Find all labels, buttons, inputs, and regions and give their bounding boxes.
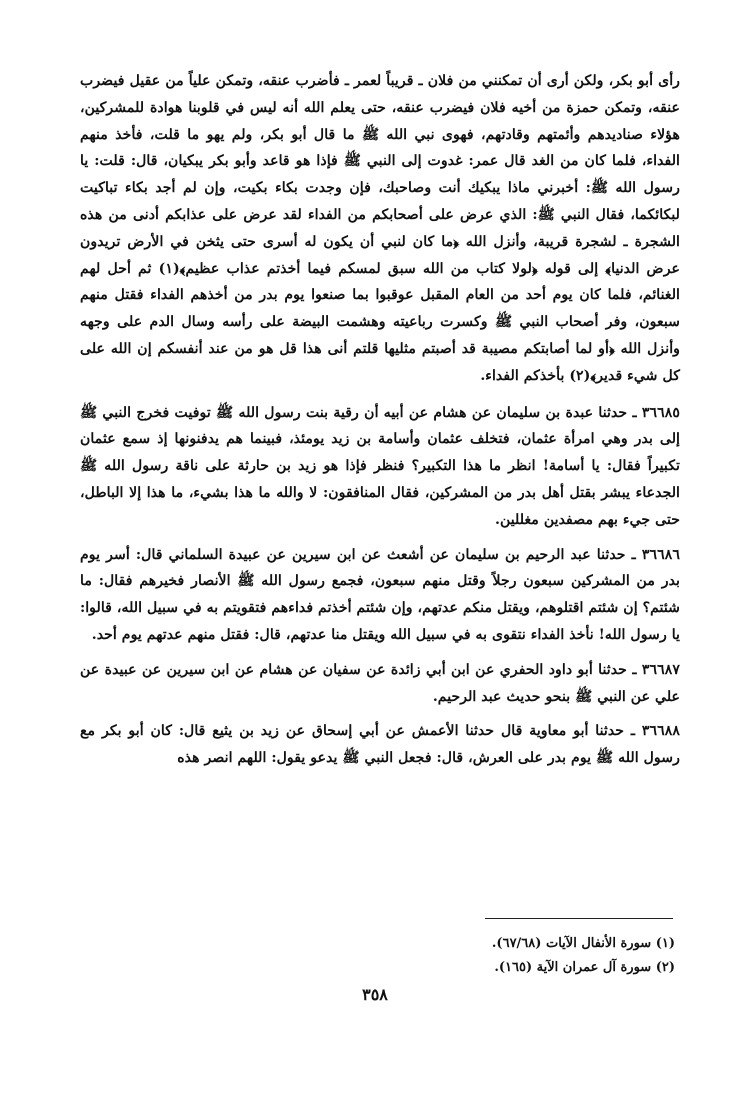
paragraph-hadith-36685: ٣٦٦٨٥ ـ حدثنا عبدة بن سليمان عن هشام عن أبيه أن رقية بنت رسول الله ﷺ توفيت فخرج النبي ﷺ إلى بدر وهي امرأة عثمان، فتخلف عثمان وأسامة بن زيد يومئذ، فبينما هم يدفنونها إذ سمع عثمان تكبيراً فقال: يا أسامة! انظر ما هذا التكبير؟ فنظر فإذا هو زيد بن حارثة على ناقة رسول الله ﷺ الجدعاء يبشر بقتل أهل بدر من المشركين، فقال المنافقون: لا والله ما هذا بشيء، ما هذا إلا الباطل، حتى جيء بهم مصفدين مغللين. <box>80 404 680 528</box>
main-text <box>80 68 680 780</box>
page-number: ٣٥٨ <box>362 985 388 1004</box>
paragraph-hadith-36687: ٣٦٦٨٧ ـ حدثنا أبو داود الحفري عن ابن أبي زائدة عن سفيان عن هشام عن ابن سيرين عن عبيدة عن علي عن النبي ﷺ بنحو حديث عبد الرحيم. <box>80 661 680 705</box>
footnote-2: (٢) سورة آل عمران الآية (١٦٥). <box>494 960 675 975</box>
paragraph-hadith-36688: ٣٦٦٨٨ ـ حدثنا أبو معاوية قال حدثنا الأعمش عن أبي إسحاق عن زيد بن يثيع قال: كان أبو بكر مع رسول الله ﷺ يوم بدر على العرش، قال: فجعل النبي ﷺ يدعو يقول: اللهم انصر هذه <box>80 723 680 767</box>
footnote-divider <box>485 918 673 919</box>
footnotes <box>300 932 675 980</box>
paragraph-1: رأى أبو بكر، ولكن أرى أن تمكنني من فلان ـ قريباً لعمر ـ فأضرب عنقه، وتمكن علياً من عقيل فيضرب عنقه، وتمكن حمزة من أخيه فلان فيضرب عنقه، حتى يعلم الله أنه ليس في قلوبنا هوادة للمشركين، هؤلاء صناديدهم وأئمتهم وقادتهم، فهوى نبي الله ﷺ ما قال أبو بكر، ولم يهو ما قلت، فأخذ منهم الفداء، فلما كان من الغد قال عمر: غدوت إلى النبي ﷺ فإذا هو قاعد وأبو بكر يبكيان، قال: قلت: يا رسول الله ﷺ: أخبرني ماذا يبكيك أنت وصاحبك، فإن وجدت بكاء بكيت، وإن لم أجد بكاء تباكيت لبكائكما، فقال النبي ﷺ: الذي عرض على أصحابكم من الفداء لقد عرض على عذابكم أدنى من هذه الشجرة ـ لشجرة قريبة، وأنزل الله ﴿ما كان لنبي أن يكون له أسرى حتى يثخن في الأرض تريدون عرض الدنيا﴾ إلى قوله ﴿لولا كتاب من الله سبق لمسكم فيما أخذتم عذاب عظيم﴾(١) ثم أحل لهم الغنائم، فلما كان يوم أحد من العام المقبل عوقبوا بما صنعوا يوم بدر من أخذهم الفداء فقتل منهم سبعون، وفر أصحاب النبي ﷺ وكسرت رباعيته وهشمت البيضة على رأسه وسال الدم على وجهه وأنزل الله ﴿أو لما أصابتكم مصيبة قد أصبتم مثليها قلتم أنى هذا قل هو من عند أنفسكم إن الله على كل شيء قدير﴾(٢) بأخذكم الفداء. <box>80 73 680 384</box>
paragraph-hadith-36686: ٣٦٦٨٦ ـ حدثنا عبد الرحيم بن سليمان عن أشعث عن ابن سيرين عن عبيدة السلماني قال: أسر يوم بدر من المشركين سبعون رجلاً وقتل منهم سبعون، فجمع رسول الله ﷺ الأنصار فخيرهم فقال: ما شئتم؟ إن شئتم اقتلوهم، ويقتل منكم عدتهم، وإن شئتم أخذتم فداءهم فتقويتم به في سبيل الله، قالوا: يا رسول الله! نأخذ الفداء نتقوى به في سبيل الله ويقتل منا عدتهم، قال: فقتل منهم عدتهم يوم أحد. <box>80 546 680 643</box>
footnote-1: (١) سورة الأنفال الآيات (٦٧/٦٨). <box>491 936 675 951</box>
